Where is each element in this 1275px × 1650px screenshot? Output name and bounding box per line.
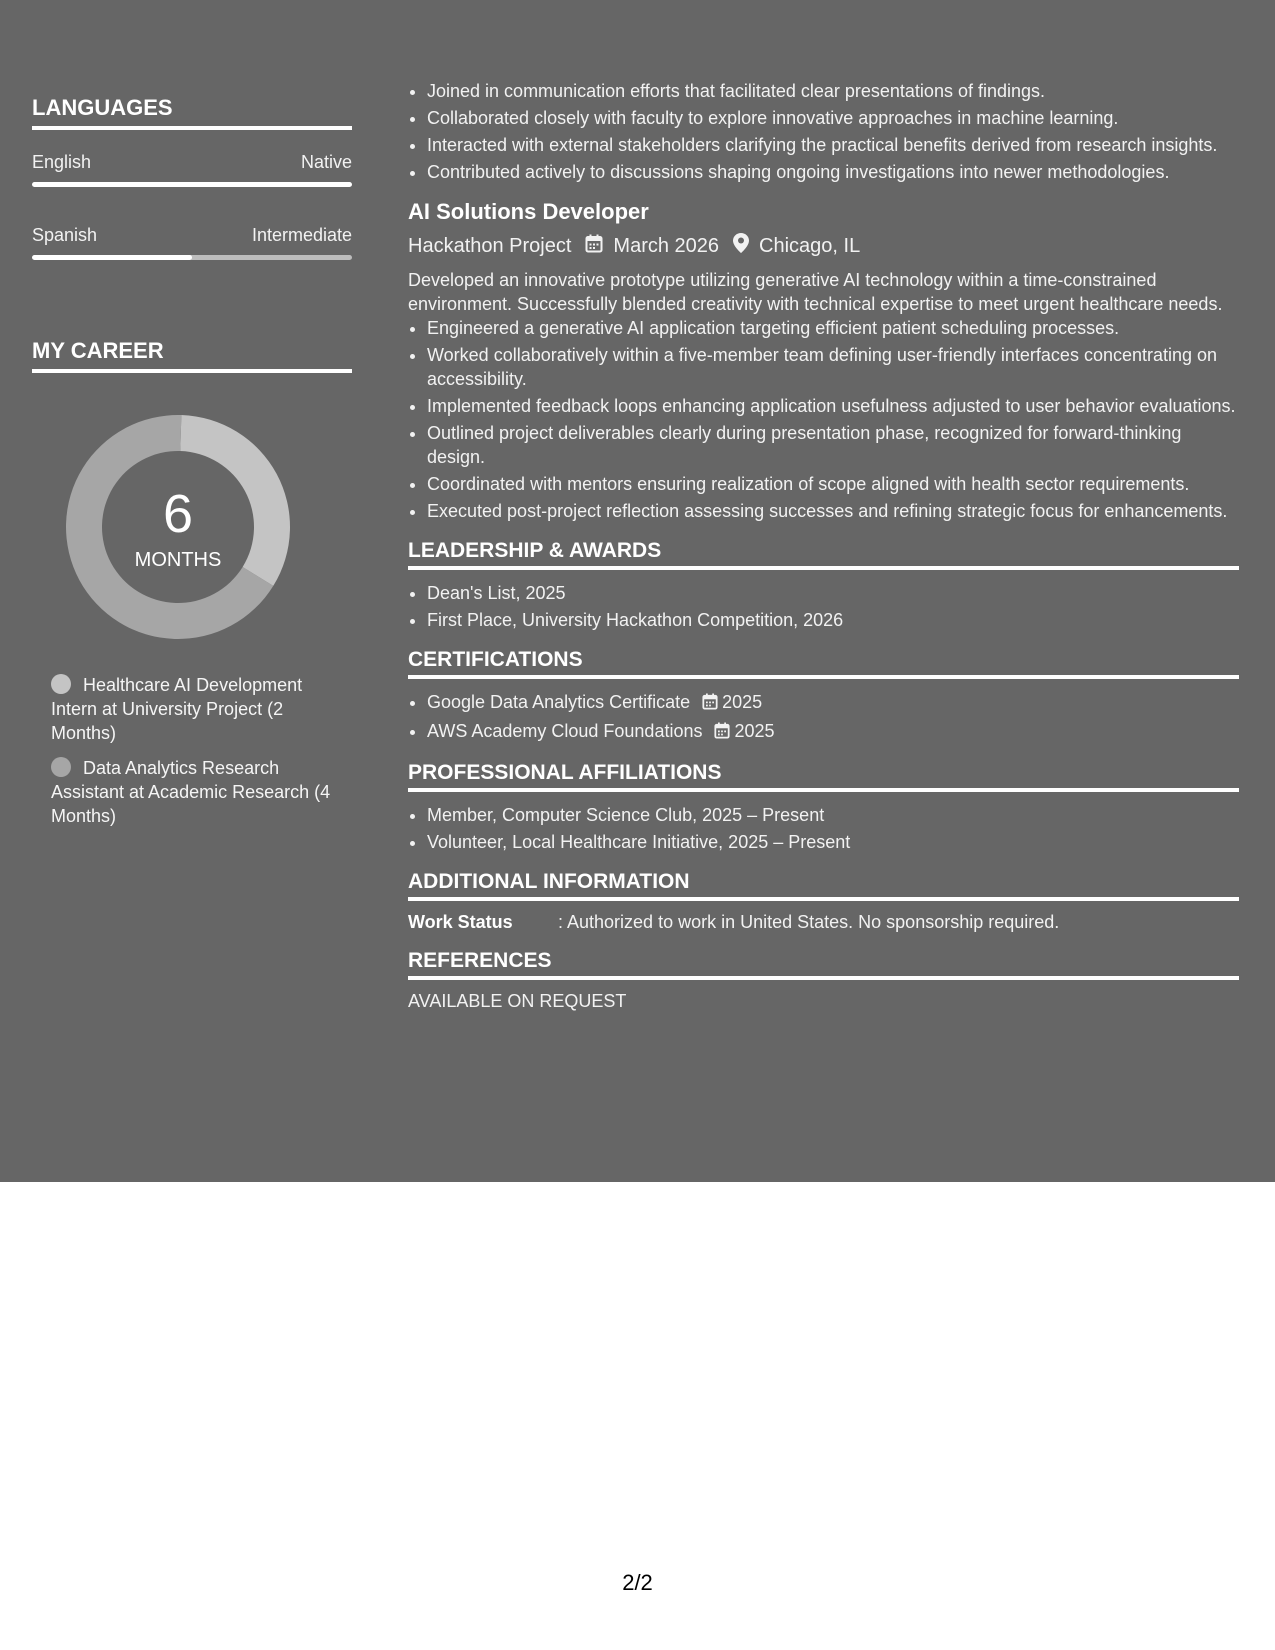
job-company: Hackathon Project [408,234,572,257]
certification-year: 2025 [722,692,763,712]
legend-dot-icon [51,757,71,777]
career-total-unit: MONTHS [134,549,222,571]
affiliations-heading: PROFESSIONAL AFFILIATIONS [408,761,1239,792]
language-item [32,152,352,187]
affiliation-item: • Member, Computer Science Club, 2025 – Present [427,803,1239,827]
career-total-value: 6 [162,484,194,544]
leadership-item: • Dean's List, 2025 [427,581,1239,605]
certification-item [427,690,1239,716]
additional-info-heading: ADDITIONAL INFORMATION [408,870,1239,901]
career-legend-label: Healthcare AI Development Intern at University Project (2 Months) [51,675,303,743]
calendar-icon [714,721,730,745]
certification-name: Google Data Analytics Certificate [427,692,691,712]
career-legend-item [51,673,341,745]
legend-dot-icon [51,674,71,694]
location-pin-icon [733,233,749,259]
leadership-list [408,581,1239,632]
language-proficiency-fill [32,255,192,260]
language-name: Spanish [32,225,98,245]
language-level: Intermediate [251,225,352,245]
career-donut-chart [66,415,290,639]
bullet-item: • Interacted with external stakeholders clarifying the practical benefits derived from research insights. [427,133,1239,157]
bullet-item: • Collaborated closely with faculty to explore innovative approaches in machine learning. [427,106,1239,130]
languages-heading: LANGUAGES [32,95,352,130]
page-number: 2/2 [622,1570,653,1595]
job-location: Chicago, IL [759,234,861,257]
certifications-list [408,690,1239,745]
language-proficiency-bar [32,255,352,260]
sidebar [32,95,352,826]
affiliation-item: • Volunteer, Local Healthcare Initiative, 2025 – Present [427,830,1239,854]
language-name: English [32,152,92,172]
career-legend-label: Data Analytics Research Assistant at Academic Research (4 Months) [51,758,331,826]
certification-year: 2025 [734,721,775,741]
job-description: Developed an innovative prototype utilizing generative AI technology within a time-constrained environment. Successfully blended creativity with technical expertise to meet urgent healthcare needs. [408,270,1223,314]
bullet-item: • Executed post-project reflection assessing successes and refining strategic focus for enhancements. [427,499,1239,523]
certification-item [427,719,1239,745]
bullet-item: • Implemented feedback loops enhancing application usefulness adjusted to user behavior evaluations. [427,394,1239,418]
career-legend [51,673,341,839]
certifications-heading: CERTIFICATIONS [408,648,1239,679]
references-text: AVAILABLE ON REQUEST [408,991,627,1011]
job-date: March 2026 [613,234,720,257]
affiliations-list [408,803,1239,854]
language-proficiency-bar [32,182,352,187]
bullet-item: • Contributed actively to discussions shaping ongoing investigations into newer methodologies. [427,160,1239,184]
language-proficiency-fill [32,182,352,187]
career-legend-item [51,756,341,828]
language-item [32,225,352,260]
work-status-row [408,912,1239,933]
leadership-item: • First Place, University Hackathon Competition, 2026 [427,608,1239,632]
certification-name: AWS Academy Cloud Foundations [427,721,703,741]
bullet-item: • Coordinated with mentors ensuring realization of scope aligned with health sector requirements. [427,472,1239,496]
bullet-item: • Worked collaboratively within a five-member team defining user-friendly interfaces concentrating on accessibility. [427,343,1239,391]
previous-job-bullets [408,79,1239,184]
leadership-heading: LEADERSHIP & AWARDS [408,539,1239,570]
job-meta [408,233,1239,259]
job-title: AI Solutions Developer [408,199,649,224]
calendar-icon [702,692,718,716]
language-level: Native [300,152,352,172]
job-bullets [408,316,1239,523]
work-status-label: Work Status [408,912,513,932]
references-heading: REFERENCES [408,949,1239,980]
bullet-item: • Joined in communication efforts that facilitated clear presentations of findings. [427,79,1239,103]
calendar-icon [585,234,603,259]
bullet-item: • Outlined project deliverables clearly during presentation phase, recognized for forward-thinking design. [427,421,1239,469]
work-status-value: : Authorized to work in United States. No sponsorship required. [558,912,1060,932]
main-column [408,79,1239,1012]
bullet-item: • Engineered a generative AI application targeting efficient patient scheduling processes. [427,316,1239,340]
career-heading: MY CAREER [32,338,352,373]
